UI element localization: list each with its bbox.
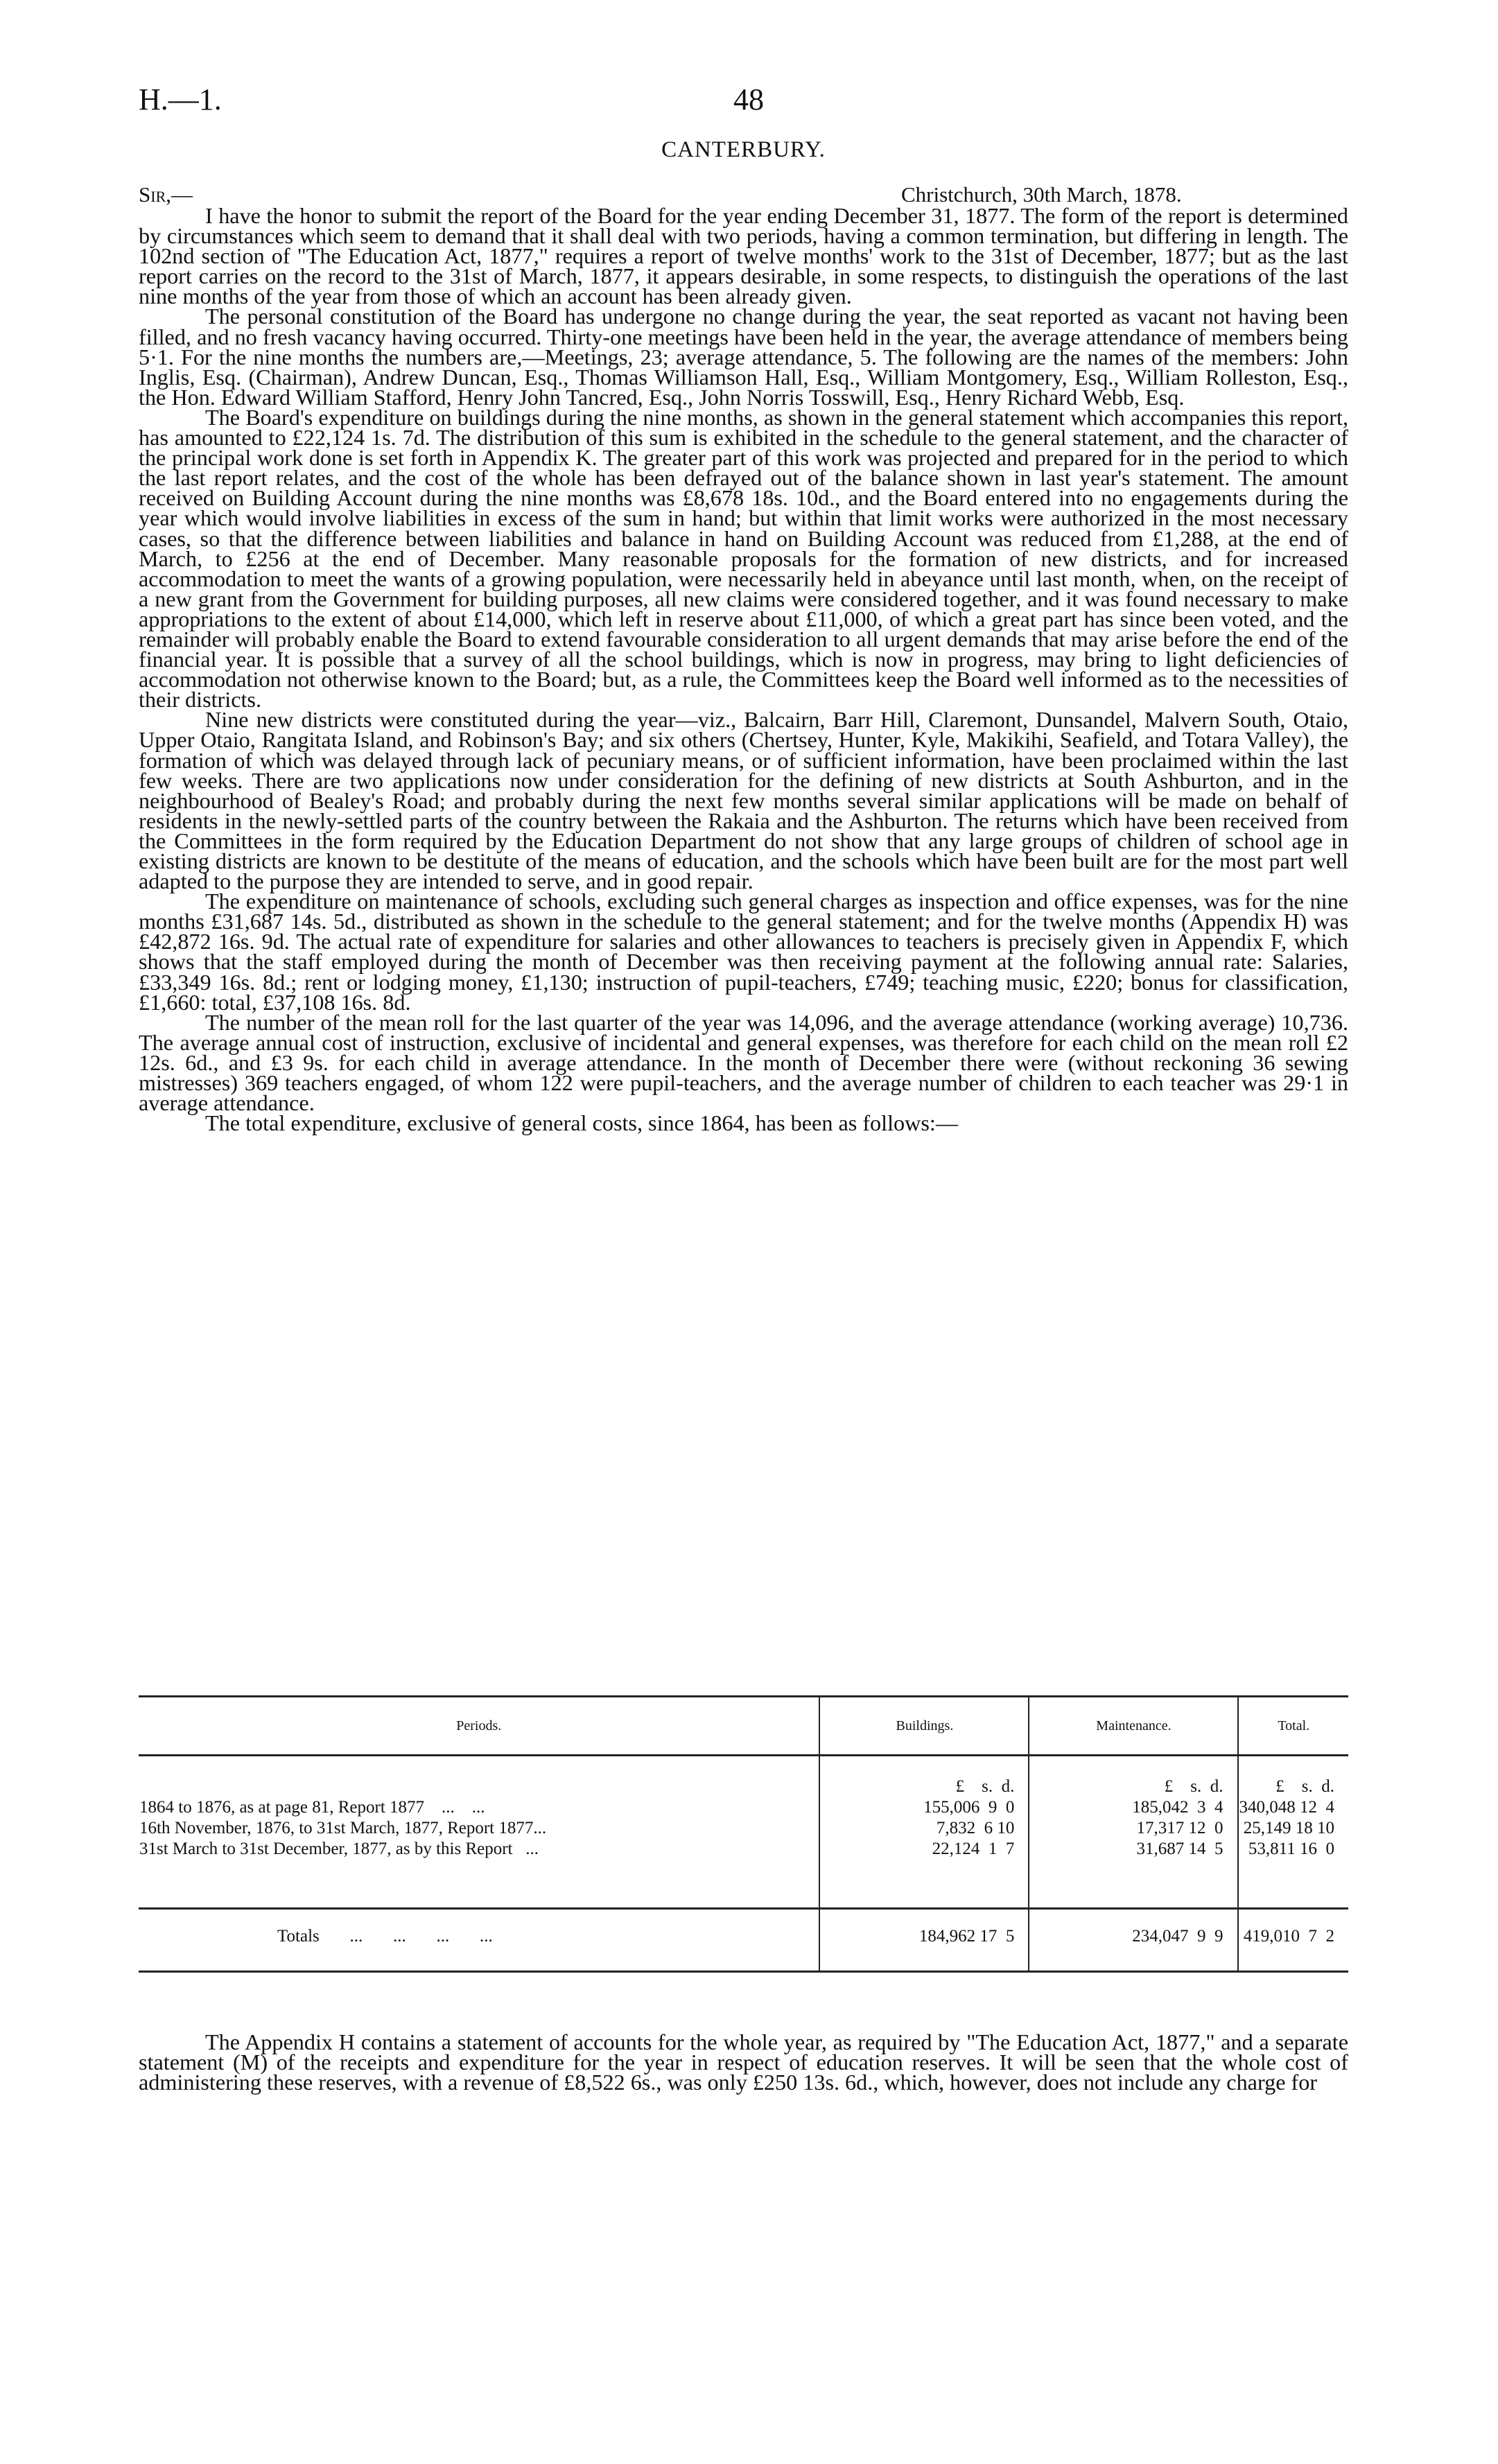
paragraph: The number of the mean roll for the last quarter of the year was 14,096, and the average attendance (working average) 10,736. The average annual cost of instruction, exclusive of incidental and general expenses, was therefore for each child on the mean roll £2 12s. 6d., and £3 9s. for each child in average attendance. In the month of December there were (without reckoning 36 sewing mistresses) 369 teachers engaged, of whom 122 were pupil-teachers, and the average number of children to each teacher was 29·1 in average attendance. [139, 1009, 1348, 1116]
table-row [139, 1797, 1348, 1818]
row-maintenance: 185,042 3 4 [1029, 1797, 1237, 1818]
row-buildings: 155,006 9 0 [819, 1797, 1029, 1818]
row-period: 16th November, 1876, to 31st March, 1877, Report 1877... [139, 1818, 819, 1839]
units-total: £ s. d. [1238, 1756, 1349, 1798]
expenditure-table-wrapper [139, 1695, 1348, 1973]
totals-total: 419,010 7 2 [1238, 1909, 1349, 1972]
row-period: 31st March to 31st December, 1877, as by this Report ... [139, 1839, 819, 1909]
paragraph: The Board's expenditure on buildings during the nine months, as shown in the general statement which accompanies this report, has amounted to £22,124 1s. 7d. The distribution of this sum is exhibited in the schedule to the general statement, and the character of the principal work done is set forth in Appendix K. The greater part of this work was projected and prepared for in the period to which the last report relates, and the cost of the whole has been defrayed out of the balance shown in last year's statement. The amount received on Building Account during the nine months was £8,678 18s. 10d., and the Board entered into no engagements during the year which would involve liabilities in excess of the sum in hand; but within that limit works were authorized in the most necessary cases, so that the difference between liabilities and balance in hand on Building Account was reduced from £1,288, at the end of March, to £256 at the end of December. Many reasonable proposals for the formation of new districts, and for increased accommodation to meet the wants of a growing population, were necessarily held in abeyance until last month, when, on the receipt of a new grant from the Government for building purposes, all new claims were considered together, and it was found necessary to make appropriations to the extent of about £14,000, which left in reserve about £11,000, of which a great part has since been voted, and the remainder will probably enable the Board to extend favourable consideration to all urgent demands that may arise before the end of the financial year. It is possible that a survey of all the school buildings, which is now in progress, may bring to light deficiencies of accommodation not otherwise known to the Board; but, as a rule, the Committees keep the Board well informed as to the necessities of their districts. [139, 404, 1348, 713]
table-row [139, 1818, 1348, 1839]
row-maintenance: 31,687 14 5 [1029, 1839, 1237, 1909]
paragraph: The personal constitution of the Board has undergone no change during the year, the seat reported as vacant not having been filled, and no fresh vacancy having occurred. Thirty-one meetings have been held in the year, the average attendance of members being 5·1. For the nine months the numbers are,—Meetings, 23; average attendance, 5. The following are the names of the members: John Inglis, Esq. (Chairman), Andrew Duncan, Esq., Thomas Williamson Hall, Esq., William Montgomery, Esq., William Rolleston, Esq., the Hon. Edward William Stafford, Henry John Tancred, Esq., John Norris Tosswill, Esq., Henry Richard Webb, Esq. [139, 304, 1348, 410]
table-header-row [139, 1697, 1348, 1756]
paragraph: Nine new districts were constituted during the year—viz., Balcairn, Barr Hill, Claremont, Dunsandel, Malvern South, Otaio, Upper Otaio, Rangitata Island, and Robinson's Bay; and six others (Chertsey, Hunter, Kyle, Makikihi, Seafield, and Totara Valley), the formation of which was delayed through lack of pecuniary means, or of sufficient information, have been proclaimed within the last few weeks. There are two applications now under consideration for the defining of new districts at South Ashburton, and in the neighbourhood of Bealey's Road; and probably during the next few months several similar applications will be made on behalf of residents in the newly-settled parts of the country between the Rakaia and the Ashburton. The returns which have been received from the Committees in the form required by the Education Department do not show that any large groups of children of school age in existing districts are known to be destitute of the means of education, and the schools which have been built are for the most part well adapted to the purpose they are intended to serve, and in good repair. [139, 707, 1348, 894]
header-periods: Periods. [139, 1697, 819, 1756]
table-units-row [139, 1756, 1348, 1798]
header-total: Total. [1238, 1697, 1349, 1756]
row-maintenance: 17,317 12 0 [1029, 1818, 1237, 1839]
row-period: 1864 to 1876, as at page 81, Report 1877 ... ... [139, 1797, 819, 1818]
page-reference: H.—1. [139, 82, 222, 116]
totals-buildings: 184,962 17 5 [819, 1909, 1029, 1972]
units-maintenance: £ s. d. [1029, 1756, 1237, 1798]
row-buildings: 22,124 1 7 [819, 1839, 1029, 1909]
paragraph: The total expenditure, exclusive of general costs, since 1864, has been as follows:— [205, 1110, 959, 1136]
dateline: Christchurch, 30th March, 1878. [901, 182, 1182, 207]
totals-maintenance: 234,047 9 9 [1029, 1909, 1237, 1972]
table-row [139, 1839, 1348, 1909]
header-buildings: Buildings. [819, 1697, 1029, 1756]
report-body [139, 203, 1348, 1136]
section-title: CANTERBURY. [661, 137, 826, 162]
totals-label: Totals ... ... ... ... [139, 1909, 819, 1972]
closing-section [139, 2029, 1348, 2095]
row-total: 25,149 18 10 [1243, 1819, 1334, 1837]
page-number: 48 [733, 82, 764, 116]
row-total: 340,048 12 4 [1239, 1798, 1334, 1817]
header-maintenance: Maintenance. [1029, 1697, 1237, 1756]
units-buildings: £ s. d. [819, 1756, 1029, 1798]
row-total: 53,811 16 0 [1248, 1840, 1334, 1858]
closing-paragraph: The Appendix H contains a statement of accounts for the whole year, as required by "The Education Act, 1877," and a separate statement (M) of the receipts and expenditure for the year in respect of education reserves. It will be seen that the whole cost of administering these reserves, with a revenue of £8,522 6s., was only £250 13s. 6d., which, however, does not include any charge for [139, 2029, 1348, 2095]
expenditure-table [139, 1695, 1348, 1973]
salutation: Sir,— [139, 182, 193, 207]
paragraph: The expenditure on maintenance of schools, excluding such general charges as inspection and office expenses, was for the nine months £31,687 14s. 5d., distributed as shown in the schedule to the general statement; and for the twelve months (Appendix H) was £42,872 16s. 9d. The actual rate of expenditure for salaries and other allowances to teachers is precisely given in Appendix F, which shows that the staff employed during the month of December was then receiving payment at the following annual rate: Salaries, £33,349 16s. 8d.; rent or lodging money, £1,130; instruction of pupil-teachers, £749; teaching music, £220; bonus for classification, £1,660: total, £37,108 16s. 8d. [139, 889, 1348, 1015]
paragraph: I have the honor to submit the report of the Board for the year ending December 31, 1877. The form of the report is determined by circumstances which seem to demand that it shall deal with two periods, having a common termination, but differing in length. The 102nd section of "The Education Act, 1877," requires a report of twelve months' work to the 31st of December, 1877; but as the last report carries on the record to the 31st of March, 1877, it appears desirable, in some respects, to distinguish the operations of the last nine months of the year from those of which an account has been already given. [139, 203, 1348, 309]
table-totals-row [139, 1909, 1348, 1972]
row-buildings: 7,832 6 10 [819, 1818, 1029, 1839]
